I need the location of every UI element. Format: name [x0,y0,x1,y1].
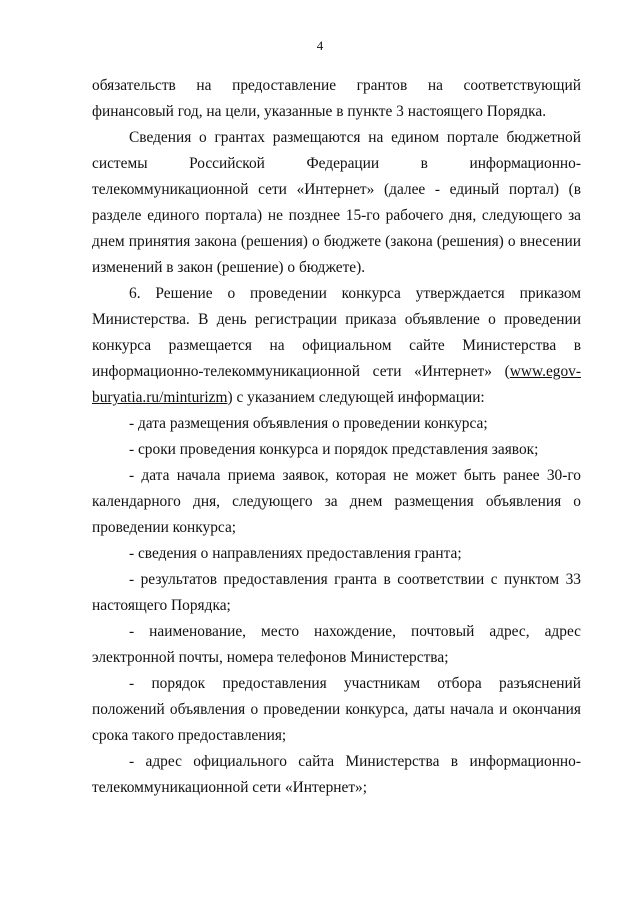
paragraph-contest-decision-text: 6. Решение о проведении конкурса утверждается приказом Министерства. В день регистрации приказа объявление о проведении конкурса размещается на официальном сайте Министерства в информационно-телекоммуникационной сети «Интернет» ( [92,285,581,380]
list-item: - порядок предоставления участникам отбора разъяснений положений объявления о проведении конкурса, даты начала и окончания срока такого предоставления; [92,675,581,744]
list-item: - дата начала приема заявок, которая не может быть ранее 30-го календарного дня, следующего за днем размещения объявления о проведении конкурса; [92,467,581,536]
paragraph-contest-decision-tail: ) с указанием следующей информации: [227,389,485,406]
list-item: - наименование, место нахождение, почтовый адрес, адрес электронной почты, номера телефонов Министерства; [92,623,581,666]
paragraph-contest-decision [92,281,581,411]
paragraph-grants-info: Сведения о грантах размещаются на едином портале бюджетной системы Российской Федерации в информационно-телекоммуникационной сети «Интернет» (далее - единый портал) (в разделе единого портала) не позднее 15-го рабочего дня, следующего за днем принятия закона (решения) о бюджете (закона (решения) о внесении изменений в закон (решение) о бюджете). [92,129,581,276]
paragraph-continuation: обязательств на предоставление грантов на соответствующий финансовый год, на цели, указанные в пункте 3 настоящего Порядка. [92,77,581,120]
list-item: - дата размещения объявления о проведении конкурса; [129,415,488,432]
ministry-website-link[interactable]: www.egov-buryatia.ru/minturizm [92,363,581,406]
list-item: - адрес официального сайта Министерства в информационно-телекоммуникационной сети «Интернет»; [92,753,581,796]
document-body [92,73,581,801]
page-number: 4 [316,38,324,53]
list-item: - сведения о направлениях предоставления гранта; [129,545,462,562]
list-item: - сроки проведения конкурса и порядок представления заявок; [129,441,539,458]
list-item: - результатов предоставления гранта в соответствии с пунктом 33 настоящего Порядка; [92,571,581,614]
